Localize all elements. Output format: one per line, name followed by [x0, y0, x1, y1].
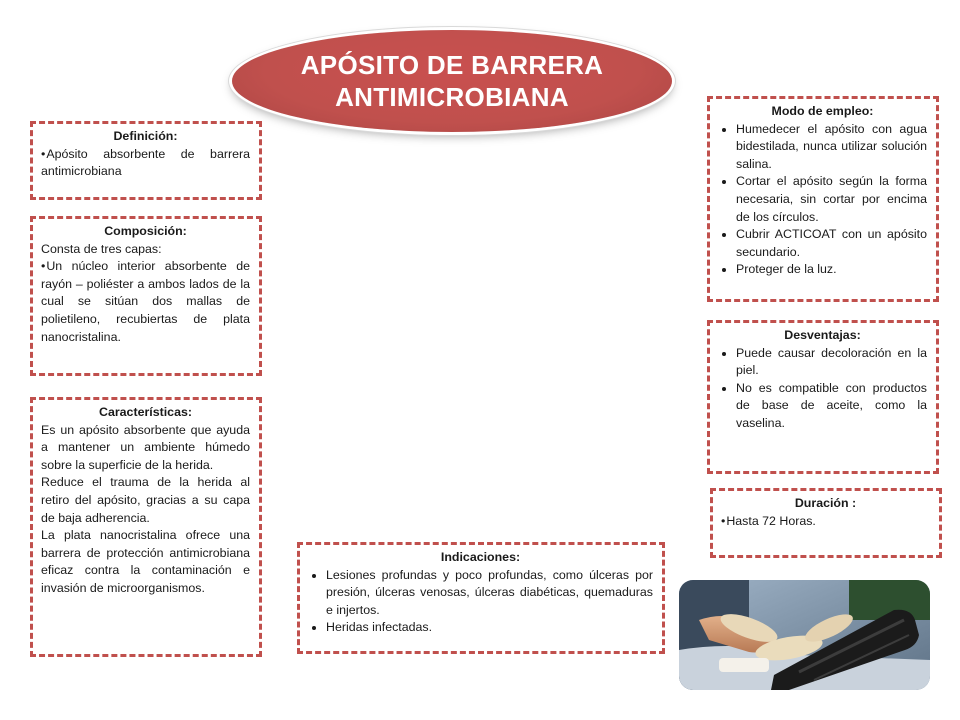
- definicion-text: • Apósito absorbente de barrera antimicrobiana: [41, 147, 250, 179]
- modo-empleo-box: [707, 96, 939, 302]
- desventajas-item: • Puede causar decoloración en la piel.: [736, 345, 927, 380]
- definicion-box: [30, 121, 262, 200]
- caracteristicas-paragraph: Es un apósito absorbente que ayuda a mantener un ambiente húmedo sobre la superficie de la herida.: [41, 422, 250, 472]
- composicion-text: • Un núcleo interior absorbente de rayón – poliéster a ambos lados de la cual se sitúan dos mallas de polietileno, recubiertas de plata nanocristalina.: [41, 259, 250, 343]
- definicion-heading: Definición:: [113, 129, 178, 143]
- caracteristicas-box: [30, 397, 262, 657]
- modo-empleo-item: • Humedecer el apósito con agua bidestilada, nunca utilizar solución salina.: [736, 121, 927, 174]
- duracion-text: • Hasta 72 Horas.: [721, 514, 816, 528]
- composicion-intro: Consta de tres capas:: [41, 241, 162, 256]
- title-banner: [232, 30, 672, 132]
- modo-empleo-heading: Modo de empleo:: [771, 104, 874, 118]
- modo-empleo-item: • Cubrir ACTICOAT con un apósito secundario.: [736, 226, 927, 261]
- indicaciones-heading: Indicaciones:: [440, 550, 521, 564]
- duracion-box: [710, 488, 942, 558]
- dressing-application-photo: [679, 580, 930, 690]
- desventajas-heading: Desventajas:: [784, 328, 861, 342]
- caracteristicas-paragraph: Reduce el trauma de la herida al retiro del apósito, gracias a su capa de baja adherencia.: [41, 475, 250, 525]
- modo-empleo-item: • Proteger de la luz.: [736, 261, 927, 279]
- indicaciones-item: • Heridas infectadas.: [326, 619, 653, 637]
- composicion-heading: Composición:: [104, 224, 187, 238]
- indicaciones-item: • Lesiones profundas y poco profundas, como úlceras por presión, úlceras venosas, úlceras diabéticas, quemaduras e injertos.: [326, 567, 653, 620]
- indicaciones-box: [297, 542, 665, 654]
- duracion-heading: Duración :: [794, 496, 857, 510]
- title-line-1: APÓSITO DE BARRERA: [300, 50, 604, 80]
- caracteristicas-paragraph: La plata nanocristalina ofrece una barrera de protección antimicrobiana eficaz contra la contaminación e invasión de microorganismos.: [41, 528, 250, 595]
- modo-empleo-item: • Cortar el apósito según la forma necesaria, sin cortar por encima de los círculos.: [736, 173, 927, 226]
- desventajas-item: • No es compatible con productos de base de aceite, como la vaselina.: [736, 380, 927, 433]
- composicion-box: [30, 216, 262, 376]
- caracteristicas-heading: Características:: [99, 405, 192, 419]
- desventajas-box: [707, 320, 939, 474]
- title-line-2: ANTIMICROBIANA: [335, 82, 569, 112]
